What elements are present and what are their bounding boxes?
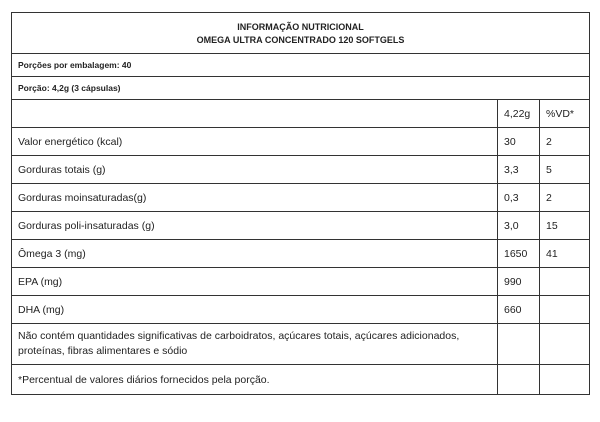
- footer-text: *Percentual de valores diários fornecidos pela porção.: [12, 365, 498, 395]
- row-label: Valor energético (kcal): [12, 128, 498, 156]
- row-amount: 0,3: [498, 184, 540, 212]
- row-dv: [540, 296, 590, 324]
- table-title: [12, 13, 590, 54]
- servings-per-package: Porções por embalagem: 40: [12, 54, 590, 77]
- footer-empty-dv: [540, 365, 590, 395]
- row-dv: 2: [540, 128, 590, 156]
- nutrition-table: [11, 12, 590, 395]
- row-dv: [540, 268, 590, 296]
- nutrition-table-container: [11, 12, 589, 395]
- table-row: [12, 156, 590, 184]
- row-dv: 5: [540, 156, 590, 184]
- table-row: [12, 268, 590, 296]
- row-amount: 3,3: [498, 156, 540, 184]
- row-label: Ômega 3 (mg): [12, 240, 498, 268]
- table-row: [12, 184, 590, 212]
- footer-row: [12, 365, 590, 395]
- row-amount: 990: [498, 268, 540, 296]
- note-empty-dv: [540, 324, 590, 365]
- table-row: [12, 296, 590, 324]
- row-label: Gorduras poli-insaturadas (g): [12, 212, 498, 240]
- title-line-1: INFORMAÇÃO NUTRICIONAL: [237, 22, 364, 32]
- row-label: EPA (mg): [12, 268, 498, 296]
- header-amount: 4,22g: [498, 100, 540, 128]
- row-amount: 30: [498, 128, 540, 156]
- row-dv: 15: [540, 212, 590, 240]
- title-line-2: OMEGA ULTRA CONCENTRADO 120 SOFTGELS: [196, 35, 405, 45]
- footer-empty-amount: [498, 365, 540, 395]
- serving-size-row: [12, 77, 590, 100]
- row-dv: 41: [540, 240, 590, 268]
- row-dv: 2: [540, 184, 590, 212]
- note-row: [12, 324, 590, 365]
- title-row: [12, 13, 590, 54]
- table-row: [12, 212, 590, 240]
- row-amount: 3,0: [498, 212, 540, 240]
- note-text: Não contém quantidades significativas de carboidratos, açúcares totais, açúcares adicionados, proteínas, fibras alimentares e sódio: [12, 324, 498, 365]
- header-label: [12, 100, 498, 128]
- row-label: DHA (mg): [12, 296, 498, 324]
- servings-row: [12, 54, 590, 77]
- table-row: [12, 240, 590, 268]
- row-amount: 660: [498, 296, 540, 324]
- note-empty-amount: [498, 324, 540, 365]
- serving-size: Porção: 4,2g (3 cápsulas): [12, 77, 590, 100]
- header-dv: %VD*: [540, 100, 590, 128]
- header-row: [12, 100, 590, 128]
- row-amount: 1650: [498, 240, 540, 268]
- row-label: Gorduras moinsaturadas(g): [12, 184, 498, 212]
- row-label: Gorduras totais (g): [12, 156, 498, 184]
- table-row: [12, 128, 590, 156]
